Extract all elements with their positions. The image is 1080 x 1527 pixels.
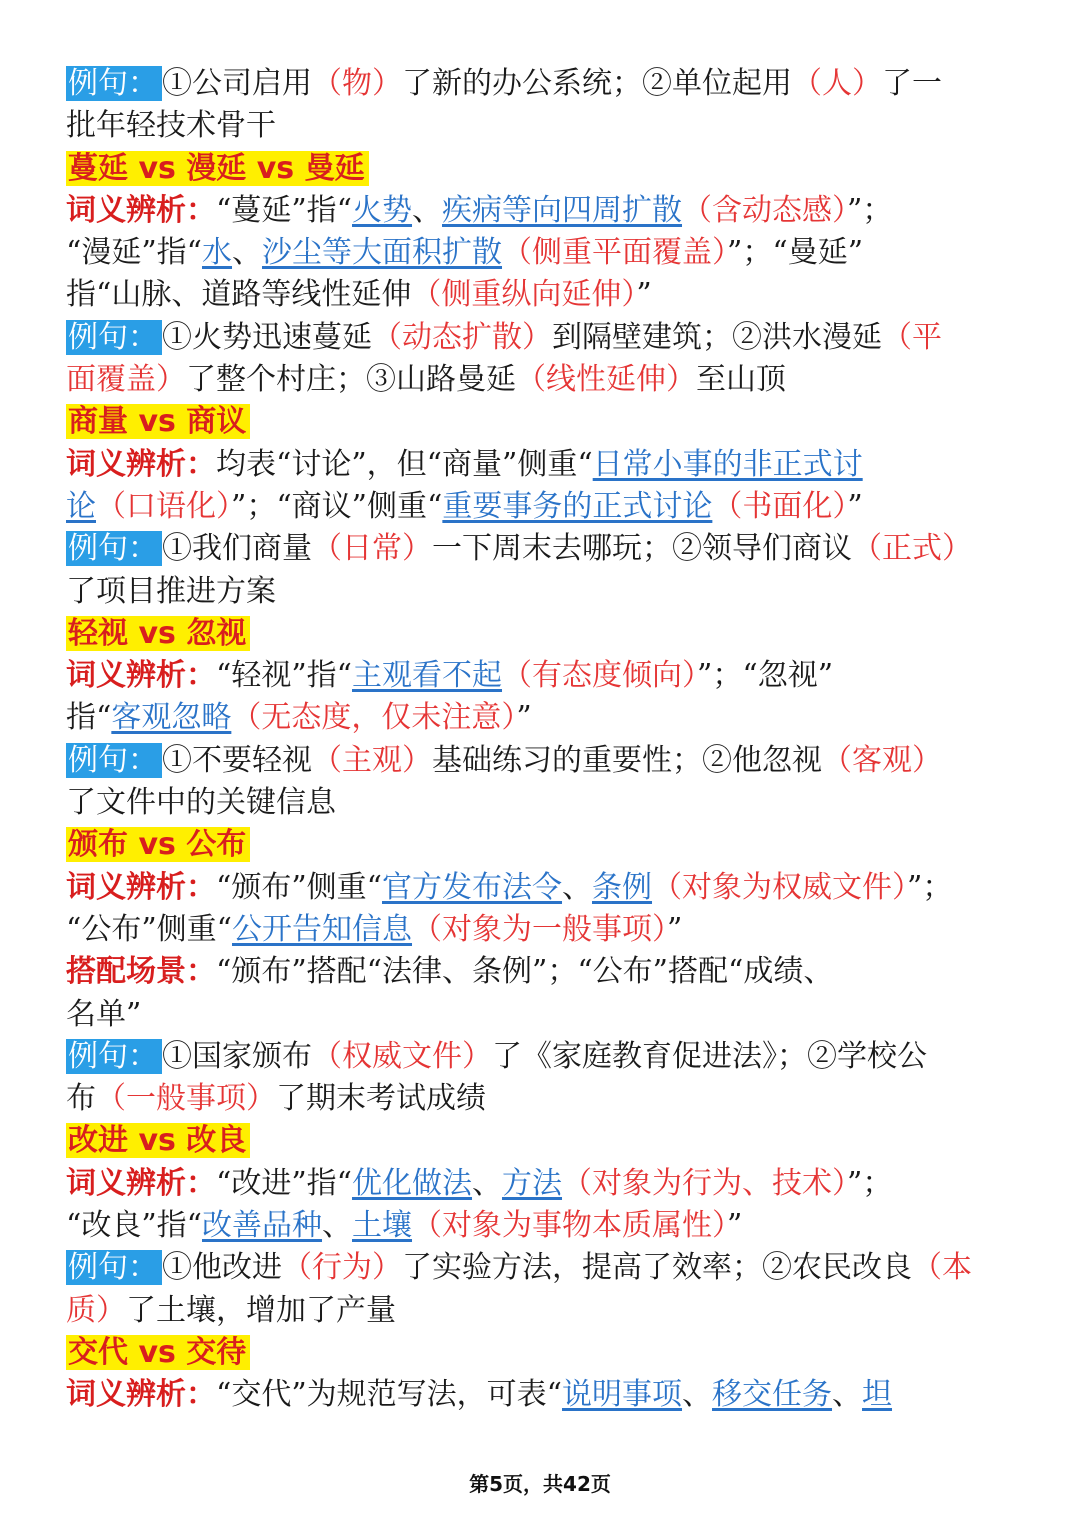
red-note: （正式） (852, 531, 972, 567)
body-text: 到隔壁建筑；②洪水漫延 (552, 319, 882, 355)
analysis-label: 词义辨析： (66, 1377, 216, 1413)
text-line (66, 528, 1016, 570)
body-text: ①火势迅速蔓延 (162, 319, 372, 355)
red-note: （行为） (282, 1250, 402, 1286)
red-note: （日常） (312, 531, 432, 567)
blue-definition: 沙尘等大面积扩散 (262, 235, 503, 271)
blue-definition: 改善品种 (202, 1208, 323, 1244)
body-text: 、 (832, 1377, 863, 1413)
text-line (66, 655, 1016, 697)
red-note: （物） (312, 66, 402, 101)
red-note: （侧重纵向延伸） (411, 277, 637, 313)
body-text: ” (847, 488, 863, 524)
section-heading: 颁布 vs 公布 (66, 827, 250, 862)
body-text: “轻视”指“ (216, 658, 353, 694)
red-note: （书面化） (712, 488, 848, 524)
red-note: （本 (912, 1250, 972, 1286)
body-text: “蔓延”指“ (216, 192, 353, 228)
red-note: （一般事项） (96, 1081, 276, 1117)
text-line (66, 274, 1016, 316)
blue-definition: 论 (66, 488, 96, 524)
page-footer: 第5页，共42页 (469, 1472, 611, 1496)
body-text: “漫延”指“ (66, 235, 203, 271)
analysis-label: 词义辨析： (66, 1165, 216, 1201)
body-text: ”； (847, 192, 893, 228)
red-note: （有态度倾向） (502, 658, 698, 694)
body-text: ①不要轻视 (162, 742, 312, 778)
red-note: （主观） (312, 742, 432, 778)
body-text: 了期末考试成绩 (276, 1081, 486, 1117)
body-text: 指“山脉、道路等线性延伸 (66, 277, 412, 313)
example-label: 例句： (66, 1039, 162, 1074)
body-text: 、 (412, 192, 443, 228)
body-text: ”；“曼延” (727, 235, 864, 271)
body-text: “颁布”搭配“法律、条例”；“公布”搭配“成绩、 (216, 954, 834, 990)
red-note: （对象为一般事项） (412, 911, 668, 947)
body-text: “改良”指“ (66, 1208, 203, 1244)
red-note: （侧重平面覆盖） (502, 235, 728, 271)
red-note: （线性延伸） (516, 362, 696, 398)
body-text: 了实验方法，提高了效率；②农民改良 (402, 1250, 912, 1286)
blue-definition: 移交任务 (712, 1377, 833, 1413)
body-text: 指“ (66, 700, 112, 736)
section-heading: 商量 vs 商议 (66, 404, 250, 439)
blue-definition: 官方发布法令 (382, 869, 563, 905)
body-text: “交代”为规范写法，可表“ (216, 1377, 563, 1413)
body-text: 了土壤，增加了产量 (126, 1292, 396, 1328)
text-line (66, 867, 1016, 909)
text-line (66, 782, 1016, 824)
red-note: （对象为行为、技术） (562, 1165, 848, 1201)
body-text: 了整个村庄；③山路曼延 (186, 362, 516, 398)
blue-definition: 土壤 (352, 1208, 413, 1244)
text-line (66, 1120, 1016, 1162)
red-note: （口语化） (96, 488, 231, 524)
body-text: ” (516, 700, 532, 736)
text-line (66, 613, 1016, 655)
body-text: 、 (322, 1208, 353, 1244)
body-text: ①国家颁布 (162, 1038, 312, 1074)
red-note: 面覆盖） (66, 362, 186, 398)
analysis-label: 词义辨析： (66, 446, 216, 482)
body-text: 基础练习的重要性；②他忽视 (432, 742, 822, 778)
body-text: 均表“讨论”，但“商量”侧重“ (216, 446, 593, 482)
body-text: 、 (472, 1165, 503, 1201)
text-line (66, 148, 1016, 190)
body-text: 、 (682, 1377, 713, 1413)
blue-definition: 方法 (502, 1165, 563, 1201)
red-note: （权威文件） (312, 1038, 492, 1074)
body-text: ”； (907, 869, 953, 905)
text-line (66, 951, 1016, 993)
blue-definition: 日常小事的非正式讨 (592, 446, 863, 482)
body-text: 了一 (882, 66, 942, 101)
blue-definition: 重要事务的正式讨论 (442, 488, 713, 524)
body-text: 了《家庭教育促进法》；②学校公 (492, 1038, 927, 1074)
blue-definition: 优化做法 (352, 1165, 473, 1201)
body-text: ”； (847, 1165, 893, 1201)
red-note: （含动态感） (682, 192, 848, 228)
body-text: 一下周末去哪玩；②领导们商议 (432, 531, 852, 567)
blue-definition: 主观看不起 (352, 658, 503, 694)
body-text: 批年轻技术骨干 (66, 108, 276, 144)
section-heading: 蔓延 vs 漫延 vs 曼延 (66, 151, 369, 186)
blue-definition: 公开告知信息 (232, 911, 413, 947)
body-text: ①公司启用 (162, 66, 312, 101)
analysis-label: 词义辨析： (66, 658, 216, 694)
body-text: 至山顶 (696, 362, 786, 398)
example-label: 例句： (66, 531, 162, 566)
body-text: 、 (562, 869, 593, 905)
body-text: “颁布”侧重“ (216, 869, 383, 905)
example-label: 例句： (66, 66, 162, 101)
red-note: （客观） (822, 742, 942, 778)
blue-definition: 客观忽略 (111, 700, 232, 736)
text-line (66, 697, 1016, 739)
red-note: （平 (882, 319, 942, 355)
red-note: （对象为事物本质属性） (412, 1208, 728, 1244)
body-text: 了项目推进方案 (66, 573, 276, 609)
text-line (66, 1205, 1016, 1247)
red-note: （人） (792, 66, 882, 101)
red-note: （无态度，仅未注意） (231, 700, 517, 736)
text-line (66, 571, 1016, 613)
text-line (66, 190, 1016, 232)
analysis-label: 词义辨析： (66, 869, 216, 905)
text-line (66, 63, 1016, 105)
text-line (66, 994, 1016, 1036)
text-line (66, 444, 1016, 486)
section-heading: 交代 vs 交待 (66, 1335, 250, 1370)
text-line (66, 1332, 1016, 1374)
text-line (66, 824, 1016, 866)
text-line (66, 1247, 1016, 1289)
body-text: ” (727, 1208, 743, 1244)
body-text: ”；“商议”侧重“ (231, 488, 443, 524)
body-text: 了新的办公系统；②单位起用 (402, 66, 792, 101)
document-body (66, 63, 1016, 1417)
body-text: “改进”指“ (216, 1165, 353, 1201)
body-text: ①他改进 (162, 1250, 282, 1286)
text-line (66, 232, 1016, 274)
section-heading: 轻视 vs 忽视 (66, 616, 250, 651)
text-line (66, 909, 1016, 951)
red-note: （对象为权威文件） (652, 869, 908, 905)
body-text: 名单” (66, 996, 142, 1032)
analysis-label: 搭配场景： (66, 954, 216, 990)
body-text: 布 (66, 1081, 96, 1117)
text-line (66, 1374, 1016, 1416)
text-line (66, 486, 1016, 528)
text-line (66, 317, 1016, 359)
text-line (66, 1290, 1016, 1332)
blue-definition: 水 (202, 235, 233, 271)
blue-definition: 说明事项 (562, 1377, 683, 1413)
example-label: 例句： (66, 1250, 162, 1285)
body-text: ”；“忽视” (697, 658, 834, 694)
text-line (66, 1163, 1016, 1205)
analysis-label: 词义辨析： (66, 192, 216, 228)
text-line (66, 359, 1016, 401)
body-text: ①我们商量 (162, 531, 312, 567)
example-label: 例句： (66, 320, 162, 355)
blue-definition: 坦 (862, 1377, 893, 1413)
section-heading: 改进 vs 改良 (66, 1123, 250, 1158)
example-label: 例句： (66, 743, 162, 778)
text-line (66, 1036, 1016, 1078)
text-line (66, 1078, 1016, 1120)
blue-definition: 火势 (352, 192, 413, 228)
red-note: （动态扩散） (372, 319, 552, 355)
body-text: 、 (232, 235, 263, 271)
text-line (66, 401, 1016, 443)
red-note: 质） (66, 1292, 126, 1328)
body-text: “公布”侧重“ (66, 911, 233, 947)
body-text: ” (667, 911, 683, 947)
blue-definition: 条例 (592, 869, 653, 905)
body-text: ” (636, 277, 652, 313)
text-line (66, 740, 1016, 782)
text-line (66, 105, 1016, 147)
body-text: 了文件中的关键信息 (66, 785, 336, 821)
blue-definition: 疾病等向四周扩散 (442, 192, 683, 228)
